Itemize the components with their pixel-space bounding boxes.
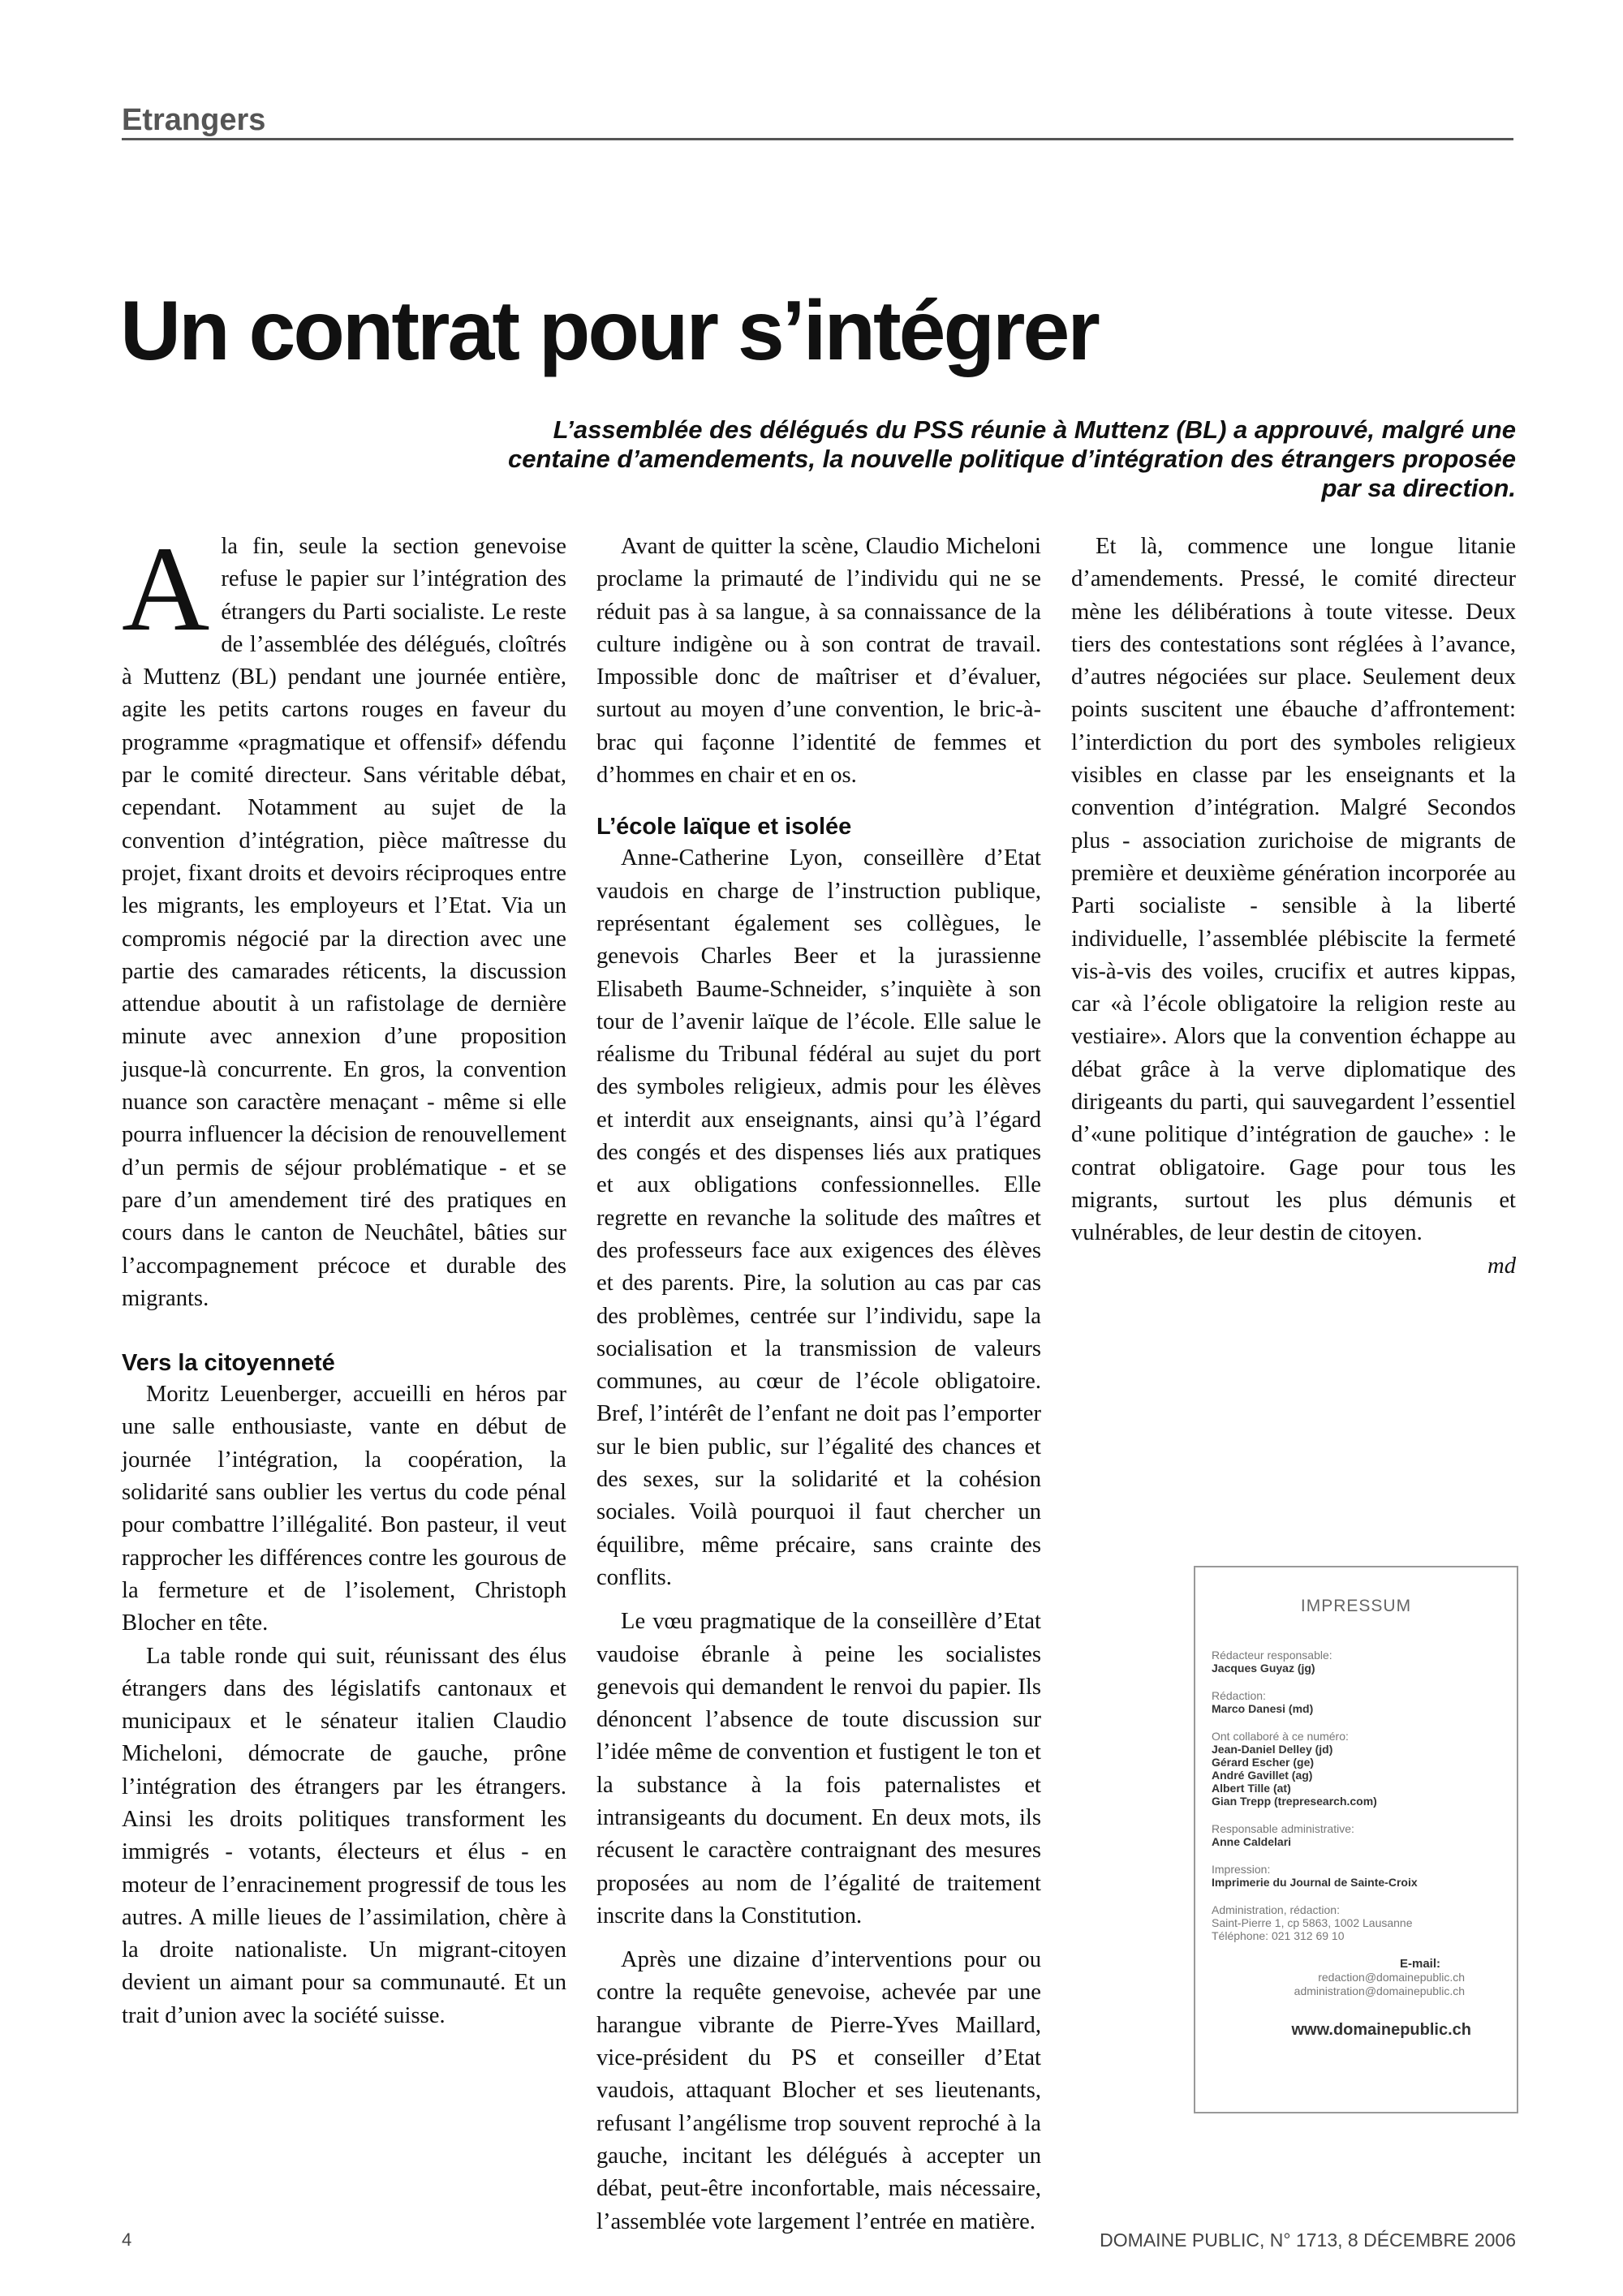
author-signature: md: [1487, 1253, 1516, 1279]
paragraph-text: la fin, seule la section genevoise refuse le papier sur l’intégration des étrangers du Parti socialiste. Le reste de l’assemblée des délégués, cloîtrés à Muttenz (BL) pendant une journée entière, agite les petits cartons rouges en faveur du programme «pragmatique et offensif» défendu par le comité directeur. Sans véritable débat, cependant. Notamment au sujet de la convention d’intégration, pièce maîtresse du projet, fixant droits et devoirs réciproques entre les migrants, les employeurs et l’Etat. Via un compromis négocié par la direction avec une partie des camarades réticents, la discussion attendue aboutit à un rafistolage de dernière minute avec annexion d’une proposition jusque-là concurrente. En gros, la convention nuance son caractère menaçant - même si elle pourra influencer la décision de renouvellement d’un permis de séjour problématique - et se pare d’un amendement tiré des pratiques en cours dans le canton de Neuchâtel, bâties sur l’accompagnement précoce et durable des migrants.: [122, 534, 566, 1311]
paragraph: Anne-Catherine Lyon, conseillère d’Etat vaudois en charge de l’instruction publique, représentant également ses collègues, le genevois Charles Beer et la jurassienne Elisabeth Baume-Schneider, s’inquiète à son tour de l’avenir laïque de l’école. Elle salue le réalisme du Tribunal fédéral au sujet du port des symboles religieux, admis pour les élèves et interdit aux enseignants, ainsi qu’à l’égard des congés et des dispenses liés aux pratiques et aux obligations confessionnelles. Elle regrette en revanche la solitude des maîtres et des professeurs face aux exigences des élèves et des parents. Pire, la solution au cas par cas des problèmes, centrée sur l’individu, sape la socialisation et la transmission de valeurs communes, au cœur de l’école obligatoire. Bref, l’intérêt de l’enfant ne doit pas l’emporter sur le bien public, sur l’égalité des chances et des sexes, sur la solidarité et la cohésion sociales. Voilà pourquoi il faut chercher un équilibre, même précaire, sans crainte des conflits.: [596, 845, 1041, 1590]
impressum-value: Gérard Escher (ge): [1212, 1756, 1315, 1769]
impressum-label: Rédacteur responsable:: [1212, 1649, 1332, 1662]
impressum-label: Impression:: [1212, 1863, 1271, 1876]
impressum-value: Anne Caldelari: [1212, 1835, 1292, 1848]
article-title: Un contrat pour s’intégrer: [120, 283, 1098, 378]
article-lead: L’assemblée des délégués du PSS réunie à Muttenz (BL) a approuvé, malgré une centaine d’amendements, la nouvelle politique d’intégration des étrangers proposée par sa direction.: [508, 415, 1516, 502]
article-column-2: [596, 531, 1041, 2238]
article-column-3: [1071, 531, 1516, 1283]
website-url: www.domainepublic.ch: [1291, 2021, 1471, 2039]
impressum-label: Administration, rédaction:: [1212, 1903, 1340, 1916]
paragraph: La table ronde qui suit, réunissant des élus étrangers dans des législatifs cantonaux et municipaux et le sénateur italien Claudio Micheloni, démocrate de gauche, prône l’intégration des étrangers par les étrangers. Ainsi les droits politiques transforment les immigrés - votants, électeurs et élus - en moteur de l’enracinement progressif de tous les autres. A mille lieues de l’assimilation, chère à la droite nationaliste. Un migrant-citoyen devient un aimant pour sa communauté. Et un trait d’union avec la société suisse.: [122, 1643, 566, 2028]
impressum-value: Gian Trepp (trepresearch.com): [1212, 1795, 1377, 1808]
paragraph: Après une dizaine d’interventions pour ou contre la requête genevoise, achevée par une harangue vibrante de Pierre-Yves Maillard, vice-président du PS et conseiller d’Etat vaudois, attaquant Blocher et ses lieutenants, refusant l’angélisme trop souvent reproché à la gauche, incitant les délégués à accepter un débat, peut-être inconfortable, mais nécessaire, l’assemblée vote largement l’entrée en matière.: [596, 1947, 1041, 2234]
email-address: redaction@domainepublic.ch: [1318, 1971, 1465, 1984]
impressum-group: [1212, 1903, 1504, 1942]
impressum-value: Jean-Daniel Delley (jd): [1212, 1743, 1333, 1756]
paragraph: Moritz Leuenberger, accueilli en héros par une salle enthousiaste, vante en début de journée l’intégration, la coopération, la solidarité sans oublier les vertus du code pénal pour combattre l’illégalité. Bon pasteur, il veut rapprocher les différences contre les gourous de la fermeture et de l’isolement, Christoph Blocher en tête.: [122, 1382, 566, 1636]
article-column-1: [122, 522, 566, 2032]
impressum-value: Imprimerie du Journal de Sainte-Croix: [1212, 1876, 1418, 1889]
impressum-group: [1212, 1689, 1504, 1715]
subheading: L’école laïque et isolée: [596, 814, 852, 841]
impressum-box: [1194, 1566, 1518, 2113]
impressum-group: [1212, 1863, 1504, 1889]
impressum-value: Marco Danesi (md): [1212, 1702, 1314, 1715]
impressum-group: [1212, 1822, 1504, 1848]
paragraph: [122, 522, 566, 1315]
page-number: 4: [122, 2229, 132, 2250]
impressum-value: Saint-Pierre 1, cp 5863, 1002 Lausanne: [1212, 1916, 1413, 1929]
impressum-value: Jacques Guyaz (jg): [1212, 1662, 1315, 1675]
paragraph: Et là, commence une longue litanie d’amendements. Pressé, le comité directeur mène les délibérations à toute vitesse. Deux tiers des contestations sont réglées à l’avance, d’autres négociées sur place. Seulement deux points suscitent une ébauche d’affrontement: l’interdiction du port des symboles religieux visibles en classe par les enseignants et la convention d’intégration. Malgré Secondos plus - association zurichoise de migrants de première et deuxième génération incorporée au Parti socialiste - sensible à la liberté individuelle, l’assemblée plébiscite la fermeté vis-à-vis des voiles, crucifix et autres kippas, car «à l’école obligatoire la religion reste au vestiaire». Alors que la convention échappe au débat grâce à la verve diplomatique des dirigeants du parti, qui sauvegardent l’essentiel d’«une politique d’intégration de gauche» : le contrat obligatoire. Gage pour tous les migrants, surtout les plus démunis et vulnérables, de leur destin de citoyen.: [1071, 534, 1516, 1246]
impressum-value: Téléphone: 021 312 69 10: [1212, 1929, 1345, 1942]
impressum-groups: [1208, 1649, 1504, 1942]
paragraph: Avant de quitter la scène, Claudio Micheloni proclame la primauté de l’individu qui ne se réduit pas à sa langue, à sa connaissance de la culture indigène ou à son contrat de travail. Impossible donc de maîtriser et d’évaluer, surtout au moyen d’une convention, le bric-à-brac qui façonne l’identité de femmes et d’hommes en chair et en os.: [596, 534, 1041, 789]
email-address: administration@domainepublic.ch: [1294, 1984, 1465, 1997]
paragraph: Le vœu pragmatique de la conseillère d’Etat vaudoise ébranle à peine les socialistes genevois qui demandent le renvoi du papier. Ils dénoncent l’absence de toute discussion sur l’idée même de convention et fustigent le ton et la substance à la fois paternalistes et intransigeants du document. En deux mots, ils récusent le caractère contraignant des mesures proposées au nom de l’égalité de traitement inscrite dans la Constitution.: [596, 1609, 1041, 1928]
impressum-title: IMPRESSUM: [1300, 1597, 1412, 1615]
impressum-email: [1208, 1957, 1465, 1998]
impressum-value: André Gavillet (ag): [1212, 1769, 1313, 1782]
impressum-label: Rédaction:: [1212, 1689, 1266, 1702]
publication-footer: DOMAINE PUBLIC, N° 1713, 8 DÉCEMBRE 2006: [1100, 2229, 1516, 2251]
subheading: Vers la citoyenneté: [122, 1350, 335, 1377]
impressum-label: Responsable administrative:: [1212, 1822, 1354, 1835]
email-label: E-mail:: [1399, 1957, 1440, 1971]
section-rubric: Etrangers: [122, 104, 1513, 140]
impressum-group: [1212, 1649, 1504, 1675]
impressum-label: Ont collaboré à ce numéro:: [1212, 1730, 1349, 1743]
impressum-group: [1212, 1730, 1504, 1808]
drop-cap: A: [122, 522, 210, 656]
impressum-value: Albert Tille (at): [1212, 1782, 1291, 1795]
